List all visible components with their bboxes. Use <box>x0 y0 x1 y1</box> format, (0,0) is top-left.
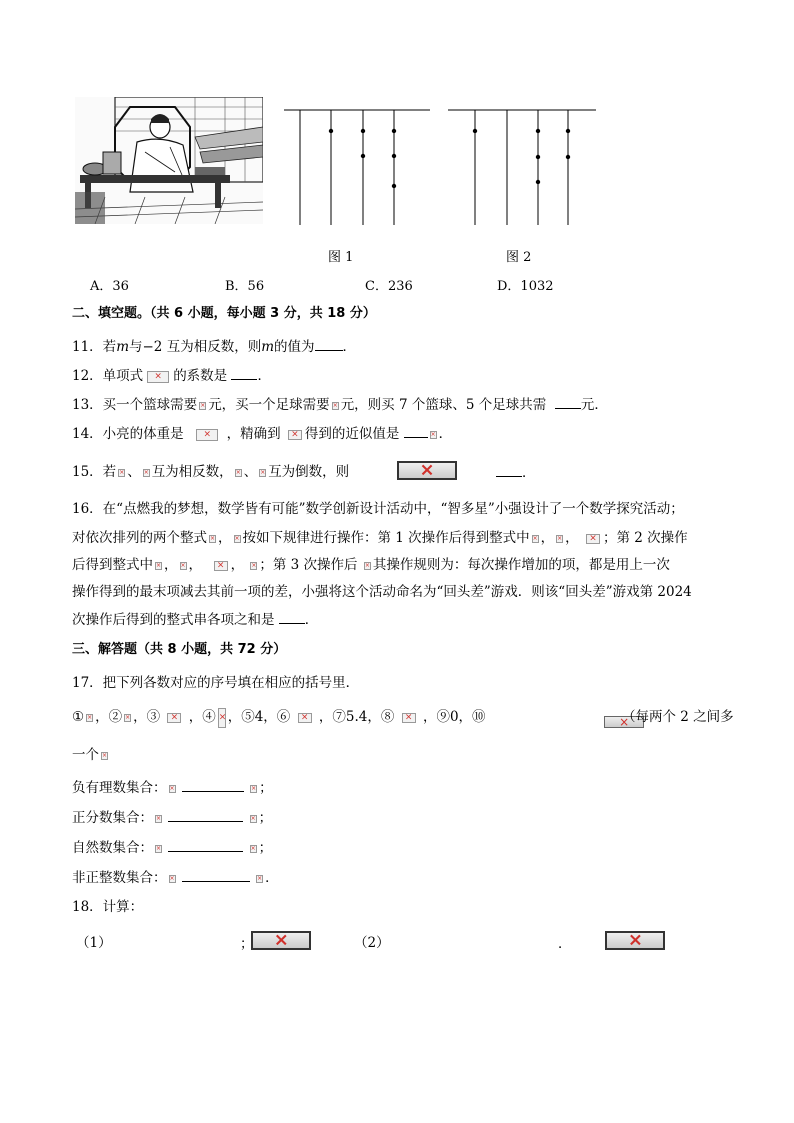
q16-text: 次操作后得到的整式串各项之和是 <box>72 612 275 628</box>
option-a: A．36 <box>90 279 129 294</box>
formula-image-placeholder <box>430 431 437 439</box>
set-label: 正分数集合： <box>72 810 153 826</box>
question-14 <box>72 423 452 444</box>
question-16-line-5 <box>72 609 318 630</box>
q14-answer-blank <box>404 423 428 438</box>
q16-text: 后得到整式中 <box>72 557 153 573</box>
section-3-heading: 三、解答题（共 8 小题，共 72 分） <box>72 642 287 657</box>
set-end: ； <box>258 840 273 856</box>
formula-image-placeholder <box>155 845 162 853</box>
set-positive-fraction <box>72 807 272 828</box>
set-answer-blank <box>182 777 244 792</box>
q15-answer <box>496 462 536 483</box>
formula-image-placeholder <box>209 535 216 543</box>
q15-text-5: 互为倒数，则 <box>268 464 350 480</box>
formula-image-placeholder <box>180 562 187 570</box>
formula-image-placeholder <box>298 713 312 723</box>
question-16-line-2 <box>72 528 688 548</box>
q17-item: ，② <box>95 709 123 725</box>
scholar-illustration <box>75 97 263 224</box>
q12-text-2: 的系数是 <box>173 368 228 384</box>
formula-image-placeholder <box>586 534 600 544</box>
q16-text: 其操作规则为：每次操作增加的项，都是用上一次 <box>372 557 670 573</box>
formula-image-placeholder <box>155 562 162 570</box>
q16-text: ；第 3 次操作后 <box>259 557 358 573</box>
question-15 <box>72 462 349 482</box>
set-label: 自然数集合： <box>72 840 153 856</box>
section-2-heading: 二、填空题。（共 6 小题，每小题 3 分，共 18 分） <box>72 306 376 321</box>
q15-answer-blank <box>496 462 522 477</box>
formula-image-placeholder <box>256 875 263 883</box>
formula-image-placeholder <box>250 785 257 793</box>
q17-item: ，④ <box>188 709 216 725</box>
q17-item: ，⑦5.4，⑧ <box>318 709 395 725</box>
set-label: 非正整数集合： <box>72 870 167 886</box>
set-negative-rational <box>72 777 273 798</box>
q18-part-1-label: （1） <box>76 935 112 951</box>
option-d: D．1032 <box>497 279 554 294</box>
set-answer-blank <box>168 837 243 852</box>
option-b: B．56 <box>225 279 265 294</box>
q18-part-1-end: ； <box>240 936 254 952</box>
formula-image-placeholder <box>169 875 176 883</box>
figure-1-diagram <box>284 107 434 227</box>
set-non-positive-integers <box>72 867 279 888</box>
q13-answer-blank <box>555 394 581 409</box>
formula-image-placeholder <box>167 713 181 723</box>
formula-image-placeholder <box>250 845 257 853</box>
formula-image-placeholder <box>147 371 169 383</box>
q16-text: ， <box>230 557 245 573</box>
formula-image-placeholder <box>101 752 108 760</box>
q16-text: ， <box>540 530 555 546</box>
formula-image-placeholder <box>199 402 206 410</box>
formula-image-placeholder <box>332 402 339 410</box>
formula-image-placeholder <box>86 714 93 722</box>
q15-end: ． <box>522 465 536 481</box>
q16-text: ；第 2 次操作 <box>602 530 688 546</box>
formula-image-placeholder <box>214 561 228 571</box>
formula-image-placeholder <box>196 429 218 441</box>
formula-image-placeholder <box>169 785 176 793</box>
formula-image-placeholder <box>259 469 266 477</box>
q16-end: ． <box>304 612 319 628</box>
question-13 <box>72 394 608 415</box>
set-end: ； <box>258 810 273 826</box>
q16-text: ， <box>164 557 178 573</box>
formula-image-placeholder <box>250 562 257 570</box>
formula-image-placeholder <box>288 430 302 440</box>
formula-image-placeholder <box>556 535 563 543</box>
q15-text-2: 、 <box>127 464 141 480</box>
question-16-line-3 <box>72 555 670 575</box>
q17-item: ，⑤4，⑥ <box>227 709 291 725</box>
q14-text-1: 14．小亮的体重是 <box>72 426 184 442</box>
q16-text: ， <box>218 530 232 546</box>
formula-image-placeholder-large <box>251 931 311 950</box>
q17-note-2: 一个 <box>72 747 99 763</box>
q15-text-1: 15．若 <box>72 464 117 480</box>
set-natural-numbers <box>72 837 272 858</box>
q14-end: ． <box>438 426 453 442</box>
set-end: ； <box>259 780 273 796</box>
q11-answer-blank <box>315 336 343 351</box>
q14-text-2: ，精确到 <box>226 426 281 442</box>
set-label: 负有理数集合： <box>72 780 167 796</box>
q15-text-3: 互为相反数， <box>151 464 233 480</box>
q13-text-3: 元，则买 7 个篮球、5 个足球共需 <box>340 397 547 413</box>
question-17-intro: 17．把下列各数对应的序号填在相应的括号里． <box>72 675 360 691</box>
formula-image-placeholder-large <box>605 931 665 950</box>
q15-text-4: 、 <box>243 464 258 480</box>
formula-image-placeholder <box>532 535 539 543</box>
q16-text: 按如下规律进行操作：第 1 次操作后得到整式中 <box>242 530 530 546</box>
question-17-numbers <box>72 707 486 728</box>
formula-image-placeholder <box>250 815 257 823</box>
formula-image-placeholder <box>118 469 125 477</box>
q17-note: （每两个 2 之间多 <box>622 709 734 725</box>
formula-image-placeholder <box>235 469 242 477</box>
q13-text-4: 元． <box>580 397 608 413</box>
q16-answer-blank <box>279 609 305 624</box>
q11-end: ． <box>342 339 357 355</box>
q11-text-3: 的值为 <box>274 339 315 355</box>
option-c: C．236 <box>365 279 413 294</box>
formula-image-placeholder <box>402 713 416 723</box>
question-16-line-4: 操作得到的最末项减去其前一项的差，小强将这个活动命名为“回头差”游戏．则该“回头差”游戏第 2024 <box>72 584 692 600</box>
formula-image-placeholder <box>218 708 226 728</box>
q11-var-m: m <box>116 339 129 355</box>
figure-2-caption: 图 2 <box>506 250 532 265</box>
q18-part-2-label: （2） <box>354 935 390 951</box>
q12-answer-blank <box>231 365 257 380</box>
q16-text: ， <box>188 557 202 573</box>
q18-part-2-end: ． <box>558 936 572 952</box>
question-12 <box>72 365 271 386</box>
q13-text-1: 13．买一个篮球需要 <box>72 397 198 413</box>
set-answer-blank <box>168 807 243 822</box>
q17-item: ，③ <box>133 709 161 725</box>
q17-item: ，⑨0，⑩ <box>422 709 486 725</box>
q12-end: ． <box>257 368 271 384</box>
q11-text-1: 11．若 <box>72 339 117 355</box>
question-11 <box>72 336 356 357</box>
q12-text-1: 12．单项式 <box>72 368 144 384</box>
figure-1-caption: 图 1 <box>328 250 354 265</box>
set-answer-blank <box>182 867 250 882</box>
formula-image-placeholder <box>364 562 371 570</box>
question-17-note-line-2 <box>72 745 110 765</box>
formula-image-placeholder <box>124 714 131 722</box>
set-end: ． <box>265 870 279 886</box>
q11-text-2: 与−2 互为相反数，则 <box>129 339 262 355</box>
figure-2-diagram <box>448 107 598 227</box>
q17-item: ① <box>72 709 85 725</box>
formula-image-placeholder-large <box>397 461 457 480</box>
q16-text: 对依次排列的两个整式 <box>72 530 207 546</box>
formula-image-placeholder <box>234 535 241 543</box>
question-18-intro: 18．计算： <box>72 899 144 915</box>
question-16-line-1: 16．在“点燃我的梦想，数学皆有可能”数学创新设计活动中，“智多星”小强设计了一个数学探究活动； <box>72 501 684 517</box>
formula-image-placeholder <box>155 815 162 823</box>
q13-text-2: 元，买一个足球需要 <box>208 397 330 413</box>
q16-text: ， <box>565 530 579 546</box>
formula-image-placeholder <box>143 469 150 477</box>
q11-var-m-2: m <box>261 339 275 355</box>
q14-text-3: 得到的近似值是 <box>304 426 400 442</box>
